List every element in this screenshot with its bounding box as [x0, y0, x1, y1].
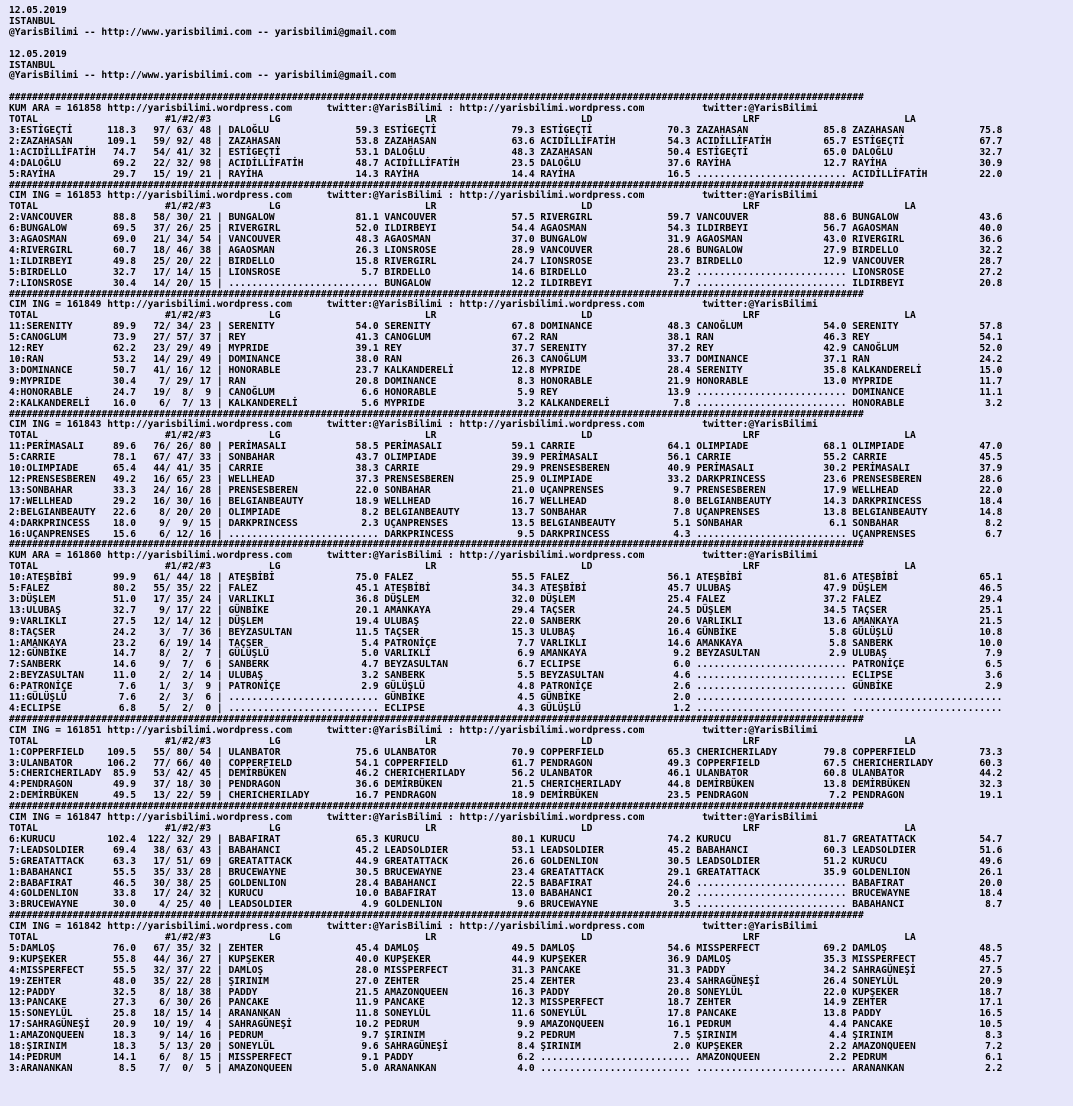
report-date: 12.05.2019	[9, 48, 67, 60]
table-row: 5:BIRDELLO 32.7 17/ 14/ 15 | LIONSROSE 5.7 BIRDELLO 14.6 BIRDELLO 23.2 .......................... LIONSROSE 27.2	[9, 266, 1003, 278]
section-separator: ####################################################################################################################################################	[9, 179, 864, 191]
column-header-row: TOTAL #1/#2/#3 LG LR LD LRF LA	[9, 114, 916, 126]
table-row: 2:ZAZAHASAN 109.1 59/ 92/ 48 | ZAZAHASAN 53.8 ZAZAHASAN 63.6 ACIDİLLİFATİH 54.3 ACIDİLLİFATİH 65.7 ESTİGEÇTİ 67.7	[9, 135, 1003, 147]
table-row: 4:ECLIPSE 6.8 5/ 2/ 0 | .......................... ECLIPSE 4.3 GÜLÜŞLÜ 1.2 .......................... ..........................	[9, 703, 1003, 714]
column-header-row: TOTAL #1/#2/#3 LG LR LD LRF LA	[9, 822, 916, 834]
report-city: ISTANBUL	[9, 59, 56, 71]
table-row: 5:DAMLOŞ 76.0 67/ 35/ 32 | ZEHTER 45.4 DAMLOŞ 49.5 DAMLOŞ 54.6 MISSPERFECT 69.2 DAMLOŞ 48.5	[9, 942, 1003, 954]
column-header-row: TOTAL #1/#2/#3 LG LR LD LRF LA	[9, 310, 916, 322]
table-row: 4:HONORABLE 24.7 19/ 8/ 9 | CANOĞLUM 6.6 HONORABLE 5.9 REY 13.9 .......................... DOMINANCE 11.1	[9, 386, 1003, 398]
table-row: 1:COPPERFIELD 109.5 55/ 80/ 54 | ULANBATOR 75.6 ULANBATOR 70.9 COPPERFIELD 65.3 CHERICHERILADY 79.8 COPPERFIELD 73.3	[9, 746, 1003, 758]
table-row: 4:RIVERGIRL 60.7 18/ 46/ 38 | AGAOSMAN 26.3 LIONSROSE 28.9 VANCOUVER 28.6 BUNGALOW 27.9 BIRDELLO 32.2	[9, 244, 1003, 256]
table-row: 18:ŞIRINIM 18.3 5/ 13/ 20 | SONEYLÜL 9.6 SAHRAGÜNEŞİ 8.4 ŞIRINIM 2.0 KUPŞEKER 2.2 AMAZONQUEEN 7.2	[9, 1041, 1003, 1053]
table-row: 9:KUPŞEKER 55.8 44/ 36/ 27 | KUPŞEKER 40.0 KUPŞEKER 44.9 KUPŞEKER 36.9 DAMLOŞ 35.3 MISSPERFECT 45.7	[9, 953, 1003, 965]
column-header-row: TOTAL #1/#2/#3 LG LR LD LRF LA	[9, 201, 916, 213]
section-separator: ####################################################################################################################################################	[9, 408, 864, 420]
table-row: 4:DARKPRINCESS 18.0 9/ 9/ 15 | DARKPRINCESS 2.3 UÇANPRENSES 13.5 BELGIANBEAUTY 5.1 SONBAHAR 6.1 SONBAHAR 8.2	[9, 517, 1003, 529]
table-row: 10:RAN 53.2 14/ 29/ 49 | DOMINANCE 38.0 RAN 26.3 CANOĞLUM 33.7 DOMINANCE 37.1 RAN 24.2	[9, 354, 1003, 365]
table-row: 11:SERENITY 89.9 72/ 34/ 23 | SERENITY 54.0 SERENITY 67.8 DOMINANCE 48.3 CANOĞLUM 54.0 SERENITY 57.8	[9, 321, 1003, 333]
table-row: 1:AMANKAYA 23.2 6/ 19/ 14 | TAÇSER 5.4 PATRONİÇE 7.7 VARLIKLI 14.6 AMANKAYA 5.8 SANBERK 10.0	[9, 637, 1003, 649]
section-title: CIM ING = 161842 http://yarisbilimi.wordpress.com twitter:@YarisBilimi : http://yarisbilimi.wordpress.com twitter:@YarisBilimi	[9, 921, 818, 933]
table-row: 4:DALOĞLU 69.2 22/ 32/ 98 | ACIDİLLİFATİH 48.7 ACIDİLLİFATİH 23.5 DALOĞLU 37.6 RAYİHA 12.7 RAYİHA 30.9	[9, 157, 1003, 169]
table-row: 10:ATEŞBİBİ 99.9 61/ 44/ 18 | ATEŞBİBİ 75.0 FALEZ 55.5 FALEZ 56.1 ATEŞBİBİ 81.6 ATEŞBİBİ 65.1	[9, 572, 1003, 584]
table-row: 7:LEADSOLDIER 69.4 38/ 63/ 43 | BABAHANCI 45.2 LEADSOLDIER 53.1 LEADSOLDIER 45.2 BABAHANCI 60.3 LEADSOLDIER 51.6	[9, 844, 1003, 856]
table-row: 3:AGAOSMAN 69.0 21/ 34/ 54 | VANCOUVER 48.3 AGAOSMAN 37.0 BUNGALOW 31.9 AGAOSMAN 43.0 RIVERGIRL 36.6	[9, 234, 1003, 246]
section-separator: ####################################################################################################################################################	[9, 713, 864, 725]
column-header-row: TOTAL #1/#2/#3 LG LR LD LRF LA	[9, 430, 916, 442]
table-row: 15:SONEYLÜL 25.8 18/ 15/ 14 | ARANANKAN 11.8 SONEYLÜL 11.6 SONEYLÜL 17.8 PANCAKE 13.8 PADDY 16.5	[9, 1008, 1003, 1020]
table-row: 13:ULUBAŞ 32.7 9/ 17/ 22 | GÜNBİKE 20.1 AMANKAYA 29.4 TAÇSER 24.5 DÜŞLEM 34.5 TAÇSER 25.1	[9, 604, 1003, 616]
table-row: 17:WELLHEAD 29.2 16/ 30/ 16 | BELGIANBEAUTY 18.9 WELLHEAD 16.7 WELLHEAD 8.0 BELGIANBEAUTY 14.3 DARKPRINCESS 18.4	[9, 495, 1003, 507]
table-row: 1:ACIDİLLİFATİH 74.7 54/ 41/ 32 | ESTİGEÇTİ 53.1 DALOĞLU 48.3 ZAZAHASAN 50.4 ESTİGEÇTİ 65.0 DALOĞLU 32.7	[9, 146, 1003, 158]
table-row: 4:PENDRAGON 49.9 37/ 18/ 30 | PENDRAGON 36.6 DEMİRBÜKEN 21.5 CHERICHERILADY 44.8 DEMİRBÜKEN 13.8 DEMİRBÜKEN 32.3	[9, 779, 1003, 791]
report-contact: @YarisBilimi -- http://www.yarisbilimi.com -- yarisbilimi@gmail.com	[9, 26, 396, 38]
table-row: 1:BABAHANCI 55.5 35/ 33/ 28 | BRUCEWAYNE 30.5 BRUCEWAYNE 23.4 GREATATTACK 29.1 GREATATTACK 35.9 GOLDENLION 26.1	[9, 866, 1003, 878]
section-separator: ####################################################################################################################################################	[9, 288, 864, 300]
table-row: 5:RAYİHA 29.7 15/ 19/ 21 | RAYİHA 14.3 RAYİHA 14.4 RAYİHA 16.5 .......................... ACIDİLLİFATİH 22.0	[9, 168, 1003, 180]
table-row: 6:PATRONİÇE 7.6 1/ 3/ 9 | PATRONİÇE 2.9 GÜLÜŞLÜ 4.8 PATRONİÇE 2.6 .......................... GÜNBİKE 2.9	[9, 681, 1003, 693]
section-title: CIM ING = 161847 http://yarisbilimi.wordpress.com twitter:@YarisBilimi : http://yarisbilimi.wordpress.com twitter:@YarisBilimi	[9, 812, 818, 824]
table-row: 4:GOLDENLION 33.8 17/ 24/ 32 | KURUCU 10.0 BABAFIRAT 13.0 BABAHANCI 20.2 .......................... BRUCEWAYNE 18.4	[9, 888, 1003, 900]
section-separator: ####################################################################################################################################################	[9, 801, 864, 813]
table-row: 6:BUNGALOW 69.5 37/ 26/ 25 | RIVERGIRL 52.0 ILDIRBEYI 54.4 AGAOSMAN 54.3 ILDIRBEYI 56.7 AGAOSMAN 40.0	[9, 223, 1003, 235]
table-row: 11:GÜLÜŞLÜ 7.6 2/ 3/ 6 | .......................... GÜNBİKE 4.5 GÜNBİKE 2.0 .......................... ..........................	[9, 692, 1003, 704]
section-title: CIM ING = 161843 http://yarisbilimi.wordpress.com twitter:@YarisBilimi : http://yarisbilimi.wordpress.com twitter:@YarisBilimi	[9, 419, 818, 431]
table-row: 2:BEYZASULTAN 11.0 2/ 2/ 14 | ULUBAŞ 3.2 SANBERK 5.5 BEYZASULTAN 4.6 .......................... ECLIPSE 3.6	[9, 670, 1003, 682]
table-row: 2:BELGIANBEAUTY 22.6 8/ 20/ 20 | OLIMPIADE 8.2 BELGIANBEAUTY 13.7 SONBAHAR 7.8 UÇANPRENSES 13.8 BELGIANBEAUTY 14.8	[9, 506, 1003, 518]
table-row: 2:VANCOUVER 88.8 58/ 30/ 21 | BUNGALOW 81.1 VANCOUVER 57.5 RIVERGIRL 59.7 VANCOUVER 88.6 BUNGALOW 43.6	[9, 212, 1003, 224]
column-header-row: TOTAL #1/#2/#3 LG LR LD LRF LA	[9, 561, 916, 573]
table-row: 2:DEMİRBÜKEN 49.5 13/ 22/ 59 | CHERICHERILADY 16.7 PENDRAGON 18.9 DEMİRBÜKEN 23.5 PENDRAGON 7.2 PENDRAGON 19.1	[9, 790, 1003, 802]
table-row: 5:GREATATTACK 63.3 17/ 51/ 69 | GREATATTACK 44.9 GREATATTACK 26.6 GOLDENLION 30.5 LEADSOLDIER 51.2 KURUCU 49.6	[9, 855, 1003, 867]
table-row: 5:CARRIE 78.1 67/ 47/ 33 | SONBAHAR 43.7 OLIMPIADE 39.9 PERİMASALI 56.1 CARRIE 55.2 CARRIE 45.5	[9, 452, 1003, 464]
table-row: 7:LIONSROSE 30.4 14/ 20/ 15 | .......................... BUNGALOW 12.2 ILDIRBEYI 7.7 .......................... ILDIRBEYI 20.8	[9, 277, 1003, 289]
section-title: KUM ARA = 161860 http://yarisbilimi.wordpress.com twitter:@YarisBilimi : http://yarisbilimi.wordpress.com twitter:@YarisBilimi	[9, 550, 818, 562]
table-row: 13:SONBAHAR 33.3 24/ 16/ 28 | PRENSESBEREN 22.0 SONBAHAR 21.0 UÇANPRENSES 9.7 PRENSESBEREN 17.9 WELLHEAD 22.0	[9, 484, 1003, 496]
report-contact: @YarisBilimi -- http://www.yarisbilimi.com -- yarisbilimi@gmail.com	[9, 70, 396, 82]
table-row: 12:PRENSESBEREN 49.2 16/ 65/ 23 | WELLHEAD 37.3 PRENSESBEREN 25.9 OLIMPIADE 33.2 DARKPRINCESS 23.6 PRENSESBEREN 28.6	[9, 473, 1003, 485]
report-date: 12.05.2019	[9, 5, 67, 16]
table-row: 3:BRUCEWAYNE 30.0 4/ 25/ 40 | LEADSOLDIER 4.9 GOLDENLION 9.6 BRUCEWAYNE 3.5 .......................... BABAHANCI 8.7	[9, 899, 1003, 911]
table-row: 12:GÜNBİKE 14.7 8/ 2/ 7 | GÜLÜŞLÜ 5.0 VARLIKLI 6.9 AMANKAYA 9.2 BEYZASULTAN 2.9 ULUBAŞ 7.9	[9, 648, 1003, 660]
report-city: ISTANBUL	[9, 15, 56, 27]
table-row: 9:VARLIKLI 27.5 12/ 14/ 12 | DÜŞLEM 19.4 ULUBAŞ 22.0 SANBERK 20.6 VARLIKLI 13.6 AMANKAYA 21.5	[9, 615, 1003, 627]
table-row: 12:PADDY 32.5 8/ 18/ 38 | PADDY 21.5 AMAZONQUEEN 16.3 PADDY 20.8 SONEYLÜL 22.0 KUPŞEKER 18.7	[9, 986, 1003, 998]
table-row: 5:CHERICHERILADY 85.9 53/ 42/ 45 | DEMİRBÜKEN 46.2 CHERICHERILADY 56.2 ULANBATOR 46.1 ULANBATOR 60.8 ULANBATOR 44.2	[9, 768, 1003, 780]
table-row: 17:SAHRAGÜNEŞİ 20.9 10/ 19/ 4 | SAHRAGÜNEŞİ 10.2 PEDRUM 9.9 AMAZONQUEEN 16.1 PEDRUM 4.4 PANCAKE 10.5	[9, 1019, 1003, 1031]
table-row: 3:ESTİGEÇTİ 118.3 97/ 63/ 48 | DALOĞLU 59.3 ESTİGEÇTİ 79.3 ESTİGEÇTİ 70.3 ZAZAHASAN 85.8 ZAZAHASAN 75.8	[9, 124, 1003, 136]
table-row: 13:PANCAKE 27.3 6/ 30/ 26 | PANCAKE 11.9 PANCAKE 12.3 MISSPERFECT 18.7 ZEHTER 14.9 ZEHTER 17.1	[9, 997, 1003, 1009]
table-row: 5:CANOGLUM 73.9 27/ 57/ 37 | REY 41.3 CANOGLUM 67.2 RAN 38.1 RAN 46.3 REY 54.1	[9, 332, 1003, 344]
table-row: 1:AMAZONQUEEN 18.3 9/ 14/ 16 | PEDRUM 9.7 ŞIRINIM 9.2 PEDRUM 7.5 ŞIRINIM 4.4 ŞIRINIM 8.3	[9, 1030, 1003, 1042]
table-row: 3:ULANBATOR 106.2 77/ 66/ 40 | COPPERFIELD 54.1 COPPERFIELD 61.7 PENDRAGON 49.3 COPPERFIELD 67.5 CHERICHERILADY 60.3	[9, 757, 1003, 769]
table-row: 9:MYPRIDE 30.4 7/ 29/ 17 | RAN 20.8 DOMINANCE 8.3 HONORABLE 21.9 HONORABLE 13.0 MYPRIDE 11.7	[9, 375, 1003, 387]
table-row: 14:PEDRUM 14.1 6/ 8/ 15 | MISSPERFECT 9.1 PADDY 6.2 .......................... AMAZONQUEEN 2.2 PEDRUM 6.1	[9, 1052, 1003, 1063]
table-row: 6:KURUCU 102.4 122/ 32/ 29 | BABAFIRAT 65.3 KURUCU 80.1 KURUCU 74.2 KURUCU 81.7 GREATATTACK 54.7	[9, 833, 1003, 845]
table-row: 12:REY 62.2 23/ 29/ 49 | MYPRIDE 39.1 REY 37.7 SERENITY 37.2 REY 42.9 CANOĞLUM 52.0	[9, 343, 1003, 355]
table-row: 7:SANBERK 14.6 9/ 7/ 6 | SANBERK 4.7 BEYZASULTAN 6.7 ECLIPSE 6.0 .......................... PATRONİÇE 6.5	[9, 659, 1003, 671]
table-row: 5:FALEZ 80.2 55/ 35/ 22 | FALEZ 45.1 ATEŞBİBİ 34.3 ATEŞBİBİ 45.7 ULUBAŞ 47.9 DÜŞLEM 46.5	[9, 583, 1003, 595]
table-row: 2:KALKANDERELİ 16.0 6/ 7/ 13 | KALKANDERELİ 5.6 MYPRIDE 3.2 KALKANDERELİ 7.8 .......................... HONORABLE 3.2	[9, 397, 1003, 409]
section-separator: ####################################################################################################################################################	[9, 910, 864, 922]
table-row: 11:PERİMASALI 89.6 76/ 26/ 80 | PERİMASALI 58.5 PERİMASALI 59.1 CARRIE 64.1 OLIMPIADE 68.1 OLIMPIADE 47.0	[9, 441, 1003, 453]
table-row: 1:ILDIRBEYI 49.8 25/ 20/ 22 | BIRDELLO 15.8 RIVERGIRL 24.7 LIONSROSE 23.7 BIRDELLO 12.9 VANCOUVER 28.7	[9, 255, 1003, 267]
table-row: 10:OLIMPIADE 65.4 44/ 41/ 35 | CARRIE 38.3 CARRIE 29.9 PRENSESBEREN 40.9 PERİMASALI 30.2 PERİMASALI 37.9	[9, 463, 1003, 475]
section-title: CIM ING = 161851 http://yarisbilimi.wordpress.com twitter:@YarisBilimi : http://yarisbilimi.wordpress.com twitter:@YarisBilimi	[9, 724, 818, 736]
section-title: CIM ING = 161849 http://yarisbilimi.wordpress.com twitter:@YarisBilimi : http://yarisbilimi.wordpress.com twitter:@YarisBilimi	[9, 299, 818, 311]
table-row: 4:MISSPERFECT 55.5 32/ 37/ 22 | DAMLOŞ 28.0 MISSPERFECT 31.3 PANCAKE 31.3 PADDY 34.2 SAHRAGÜNEŞİ 27.5	[9, 964, 1003, 976]
section-title: KUM ARA = 161858 http://yarisbilimi.wordpress.com twitter:@YarisBilimi : http://yarisbilimi.wordpress.com twitter:@YarisBilimi	[9, 103, 818, 115]
table-row: 2:BABAFIRAT 46.5 30/ 38/ 25 | GOLDENLION 28.4 BABAHANCI 22.5 BABAFIRAT 24.6 .......................... BABAFIRAT 20.0	[9, 877, 1003, 889]
table-row: 8:TAÇSER 24.2 3/ 7/ 36 | BEYZASULTAN 11.5 TAÇSER 15.3 ULUBAŞ 16.4 GÜNBİKE 5.8 GÜLÜŞLÜ 10.8	[9, 626, 1003, 638]
table-row: 3:DOMINANCE 50.7 41/ 16/ 12 | HONORABLE 23.7 KALKANDERELİ 12.8 MYPRIDE 28.4 SERENITY 35.8 KALKANDERELİ 15.0	[9, 364, 1003, 376]
table-row: 3:DÜŞLEM 51.0 17/ 35/ 24 | VARLIKLI 36.8 DÜŞLEM 32.0 DÜŞLEM 25.4 FALEZ 37.2 FALEZ 29.4	[9, 593, 1003, 605]
table-row: 3:ARANANKAN 8.5 7/ 0/ 5 | AMAZONQUEEN 5.0 ARANANKAN 4.0 .......................... .......................... ARANANKAN 2.2	[9, 1062, 1003, 1074]
column-header-row: TOTAL #1/#2/#3 LG LR LD LRF LA	[9, 735, 916, 747]
section-separator: ####################################################################################################################################################	[9, 92, 864, 104]
table-row: 19:ZEHTER 48.0 35/ 22/ 28 | ŞIRINIM 27.0 ZEHTER 25.4 ZEHTER 23.4 SAHRAGÜNEŞİ 26.4 SONEYLÜL 20.9	[9, 975, 1003, 987]
column-header-row: TOTAL #1/#2/#3 LG LR LD LRF LA	[9, 932, 916, 944]
section-separator: ####################################################################################################################################################	[9, 539, 864, 551]
table-row: 16:UÇANPRENSES 15.6 6/ 12/ 16 | .......................... DARKPRINCESS 9.5 DARKPRINCESS 4.3 .......................... UÇANPRENSES 6.7	[9, 528, 1003, 540]
section-title: CIM ING = 161853 http://yarisbilimi.wordpress.com twitter:@YarisBilimi : http://yarisbilimi.wordpress.com twitter:@YarisBilimi	[9, 190, 818, 202]
